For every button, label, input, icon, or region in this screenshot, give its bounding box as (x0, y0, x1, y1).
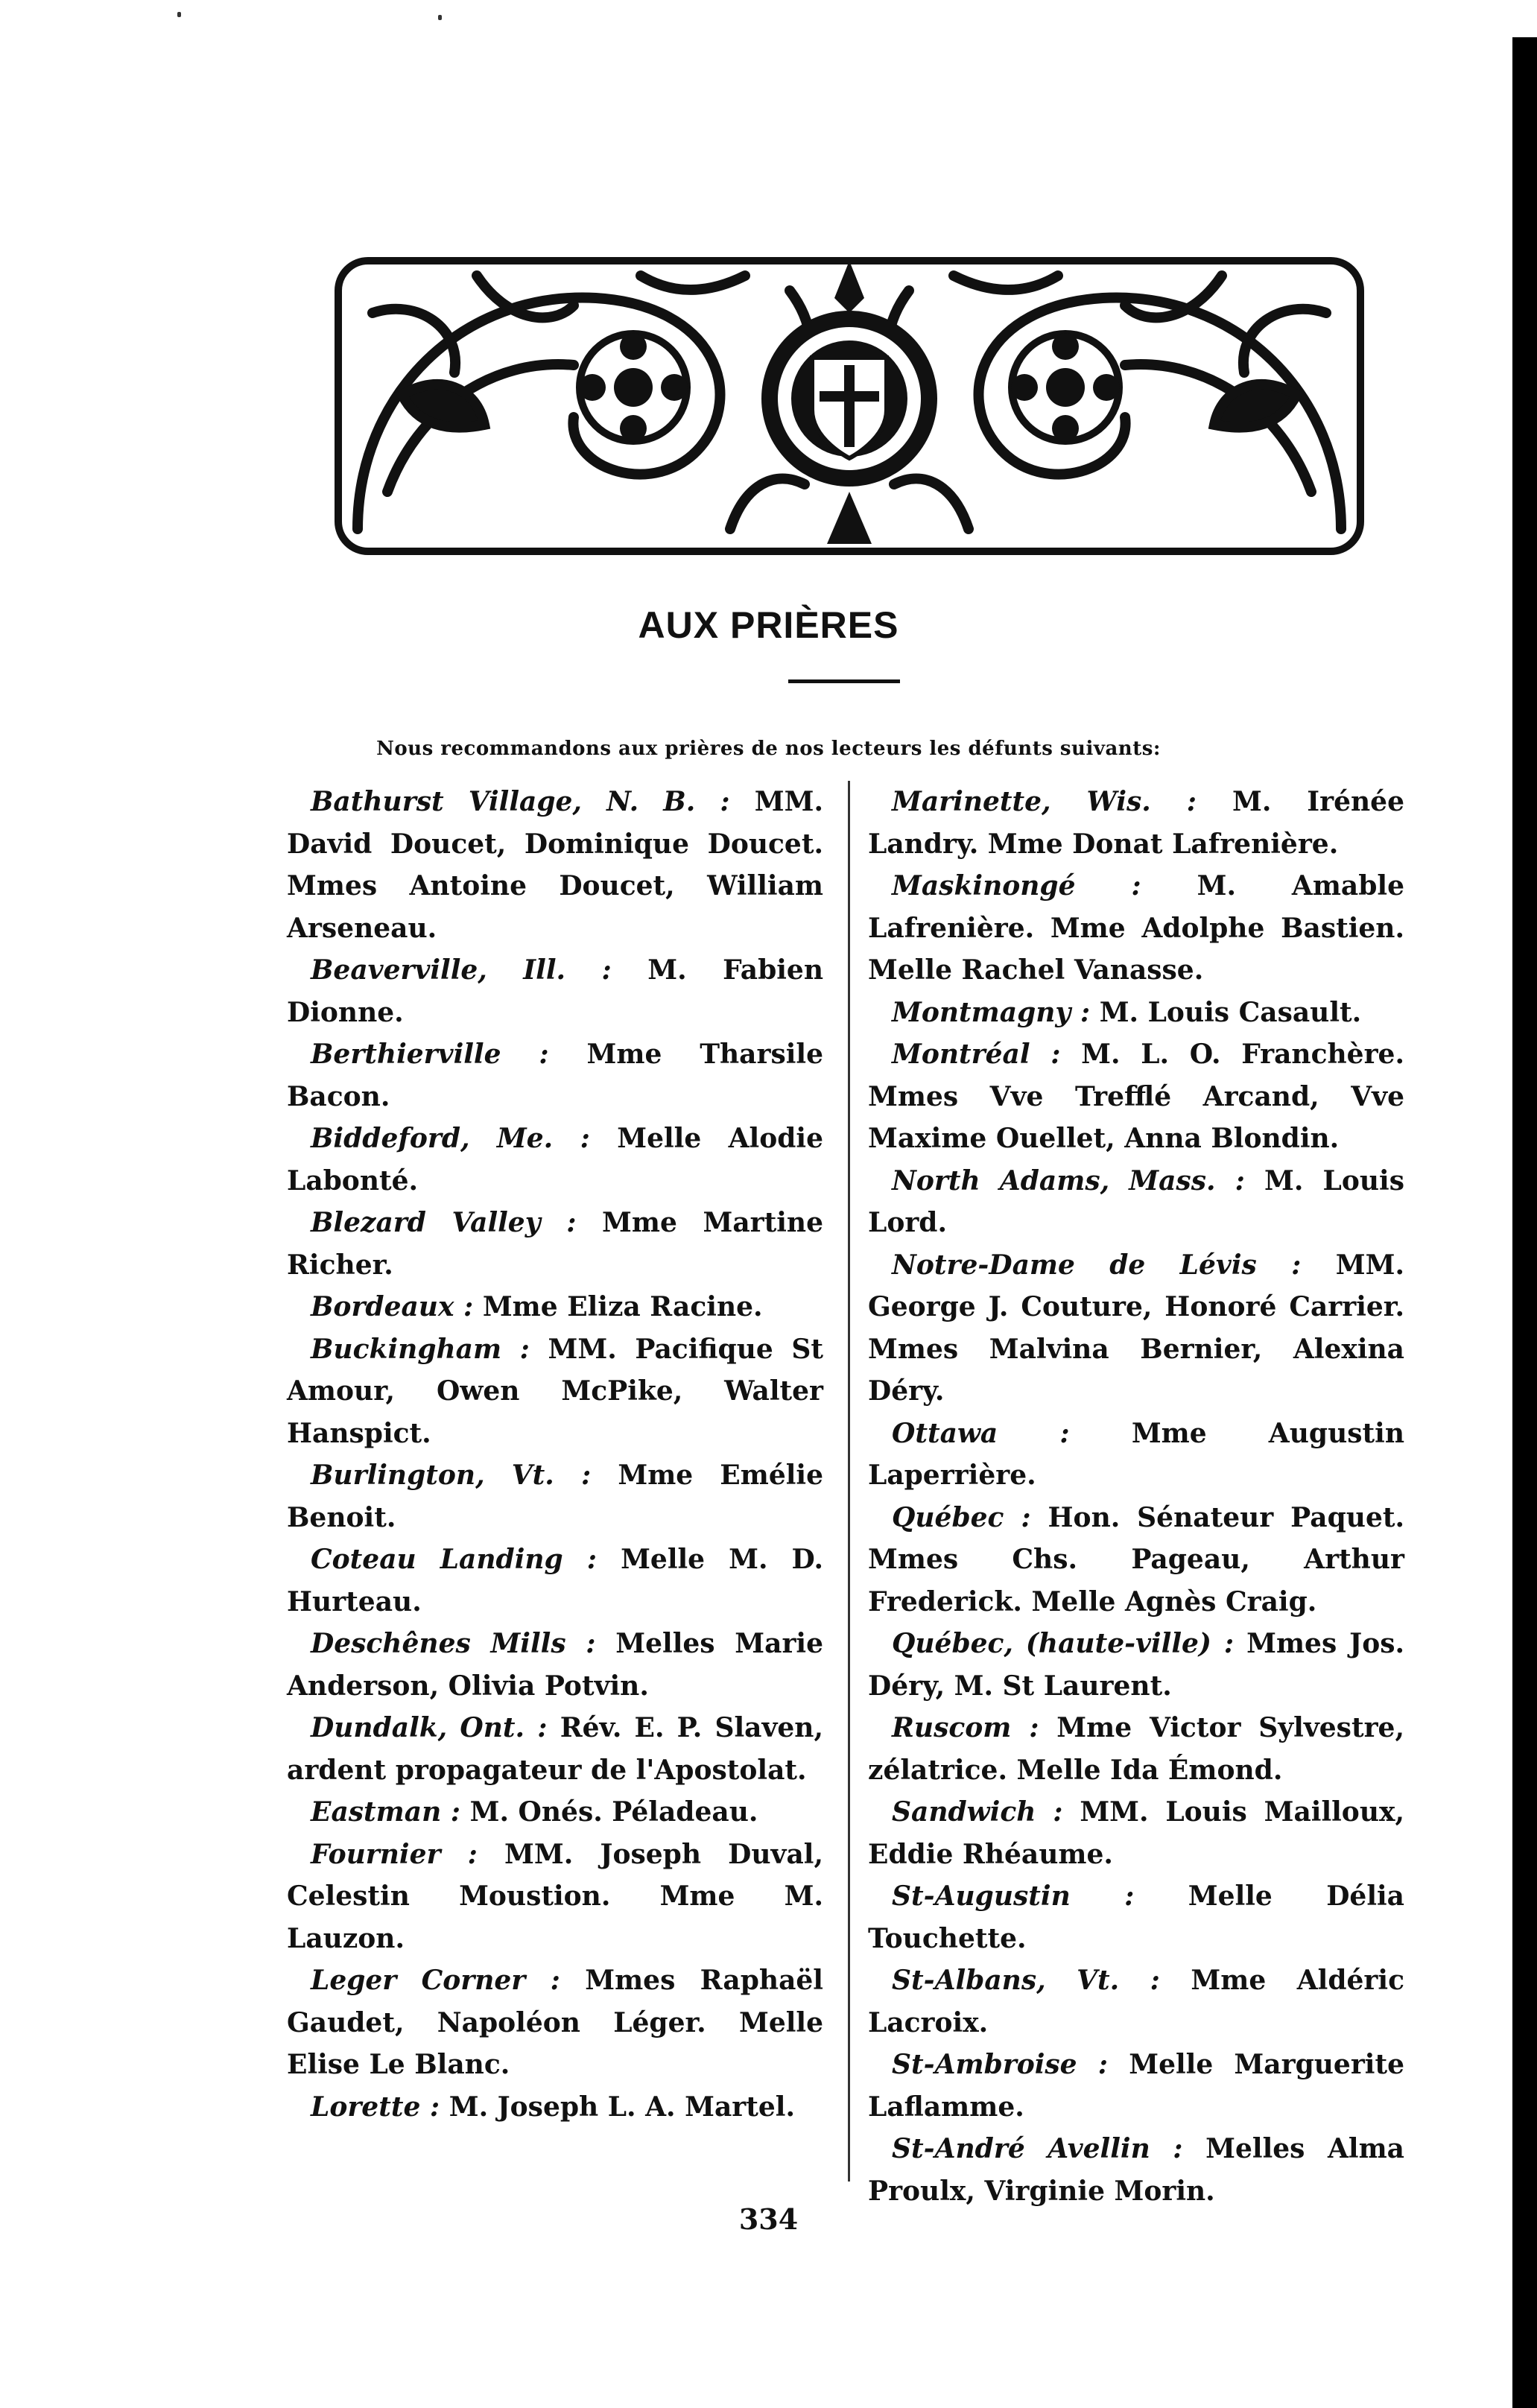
list-item (287, 1033, 823, 1118)
left-column (287, 781, 823, 2128)
place-name: Bordeaux : (311, 1291, 474, 1322)
scan-speck (177, 12, 181, 17)
list-item (287, 781, 823, 949)
list-item (868, 992, 1404, 1034)
deceased-names: MM. George J. Couture, Honoré Carrier. Mmes Malvina Bernier, Alexina Déry. (868, 1249, 1404, 1407)
list-item (287, 1623, 823, 1707)
deceased-names: M. Fabien Dionne. (287, 954, 823, 1028)
place-name: Montmagny : (892, 996, 1091, 1028)
place-name: Berthierville : (311, 1039, 549, 1070)
list-item (868, 1875, 1404, 1959)
place-name: North Adams, Mass. : (892, 1165, 1245, 1197)
list-item (868, 1497, 1404, 1623)
list-item (287, 1959, 823, 2086)
intro-text: Nous recommandons aux prières de nos lecteurs les défunts suivants: (376, 738, 1161, 760)
deceased-names: Melles Alma Proulx, Virginie Morin. (868, 2133, 1404, 2207)
place-name: Leger Corner : (311, 1965, 560, 1996)
place-name: St-Albans, Vt. : (892, 1965, 1160, 1996)
right-column (868, 781, 1404, 2212)
deceased-names: Mme Augustin Laperrière. (868, 1417, 1404, 1491)
deceased-names: Hon. Sénateur Paquet. Mmes Chs. Pageau, Arthur Frederick. Melle Agnès Craig. (868, 1501, 1405, 1618)
place-name: Sandwich : (892, 1796, 1063, 1828)
deceased-names: MM. Joseph Duval, Celestin Moustion. Mme M. Lauzon. (287, 1838, 823, 1954)
place-name: Bathurst Village, N. B. : (311, 786, 730, 817)
page-title: AUX PRIÈRES (638, 604, 899, 646)
list-item (287, 1286, 823, 1328)
deceased-names: Melles Marie Anderson, Olivia Potvin. (287, 1628, 823, 1702)
list-item (868, 1623, 1404, 1707)
place-name: Ottawa : (892, 1417, 1070, 1449)
list-item (868, 1033, 1404, 1160)
deceased-names: Mme Emélie Benoit. (287, 1460, 824, 1533)
place-name: Biddeford, Me. : (311, 1123, 590, 1154)
deceased-names: M. Irénée Landry. Mme Donat Lafrenière. (868, 786, 1404, 860)
place-name: St-Augustin : (892, 1881, 1135, 1912)
place-name: Montréal : (892, 1039, 1061, 1070)
title-rule (788, 679, 900, 683)
place-name: Dundalk, Ont. : (311, 1712, 548, 1743)
deceased-names: M. L. O. Franchère. Mmes Vve Trefflé Arcand, Vve Maxime Ouellet, Anna Blondin. (868, 1039, 1404, 1154)
list-item (287, 1791, 823, 1834)
deceased-names: M. Onés. Péladeau. (460, 1796, 758, 1828)
deceased-names: M. Louis Casault. (1090, 996, 1362, 1028)
list-item (287, 2086, 823, 2129)
list-item (868, 2044, 1404, 2128)
place-name: Blezard Valley : (311, 1207, 577, 1238)
list-item (868, 1707, 1404, 1791)
place-name: Fournier : (311, 1838, 478, 1870)
deceased-names: Mmes Raphaël Gaudet, Napoléon Léger. Melle Elise Le Blanc. (287, 1965, 823, 2080)
column-divider (848, 781, 850, 2182)
place-name: St-André Avellin : (892, 2133, 1183, 2164)
deceased-names: Mme Eliza Racine. (473, 1291, 763, 1322)
list-item (868, 865, 1404, 992)
deceased-names: Mmes Jos. Déry, M. St Laurent. (868, 1628, 1405, 1702)
place-name: Eastman : (311, 1796, 461, 1828)
place-name: Coteau Landing : (311, 1544, 598, 1575)
list-item (287, 949, 823, 1033)
place-name: Beaverville, Ill. : (311, 954, 612, 986)
deceased-names: Mme Aldéric Lacroix. (868, 1965, 1404, 2038)
list-item (287, 1328, 823, 1455)
floral-scroll-ornament-with-crest (328, 246, 1371, 559)
place-name: Buckingham : (311, 1333, 530, 1365)
deceased-names: Melle M. D. Hurteau. (287, 1544, 823, 1618)
deceased-names: MM. David Doucet, Dominique Doucet. Mmes Antoine Doucet, William Arseneau. (287, 786, 824, 944)
deceased-names: Mme Martine Richer. (287, 1207, 823, 1281)
place-name: Deschênes Mills : (311, 1628, 596, 1659)
place-name: Ruscom : (892, 1712, 1039, 1743)
deceased-names: MM. Pacifique St Amour, Owen McPike, Walter Hanspict. (287, 1333, 823, 1449)
deceased-names: M. Joseph L. A. Martel. (440, 2091, 795, 2123)
deceased-names: Mme Victor Sylvestre, zélatrice. Melle Ida Émond. (868, 1712, 1404, 1786)
place-name: Notre-Dame de Lévis : (892, 1249, 1302, 1281)
list-item (868, 1413, 1404, 1497)
list-item (287, 1707, 823, 1791)
page-number: 334 (738, 2202, 799, 2236)
place-name: Burlington, Vt. : (311, 1460, 592, 1491)
place-name: St-Ambroise : (892, 2049, 1109, 2080)
list-item (287, 1454, 823, 1539)
list-item (287, 1834, 823, 1960)
scan-speck (438, 15, 442, 20)
deceased-names: Rév. E. P. Slaven, ardent propagateur de l'Apostolat. (287, 1712, 823, 1786)
list-item (868, 2128, 1404, 2212)
list-item (287, 1539, 823, 1623)
deceased-names: Melle Délia Touchette. (868, 1881, 1404, 1954)
deceased-names: MM. Louis Mailloux, Eddie Rhéaume. (868, 1796, 1404, 1870)
list-item (868, 1244, 1404, 1413)
list-item (868, 781, 1404, 865)
place-name: Québec : (892, 1501, 1031, 1533)
deceased-names: M. Louis Lord. (868, 1165, 1404, 1238)
place-name: Maskinongé : (892, 870, 1141, 902)
place-name: Marinette, Wis. : (892, 786, 1197, 817)
list-item (868, 1959, 1404, 2044)
list-item (287, 1118, 823, 1202)
place-name: Québec, (haute-ville) : (892, 1628, 1235, 1659)
list-item (868, 1160, 1404, 1244)
place-name: Lorette : (311, 2091, 440, 2123)
deceased-names: Melle Alodie Labonté. (287, 1123, 823, 1197)
list-item (287, 1202, 823, 1286)
deceased-names: M. Amable Lafrenière. Mme Adolphe Bastien. Melle Rachel Vanasse. (868, 870, 1404, 986)
deceased-names: Melle Marguerite Laflamme. (868, 2049, 1404, 2123)
deceased-names: Mme Tharsile Bacon. (287, 1039, 823, 1112)
list-item (868, 1791, 1404, 1875)
scan-edge-bar (1512, 37, 1537, 2408)
